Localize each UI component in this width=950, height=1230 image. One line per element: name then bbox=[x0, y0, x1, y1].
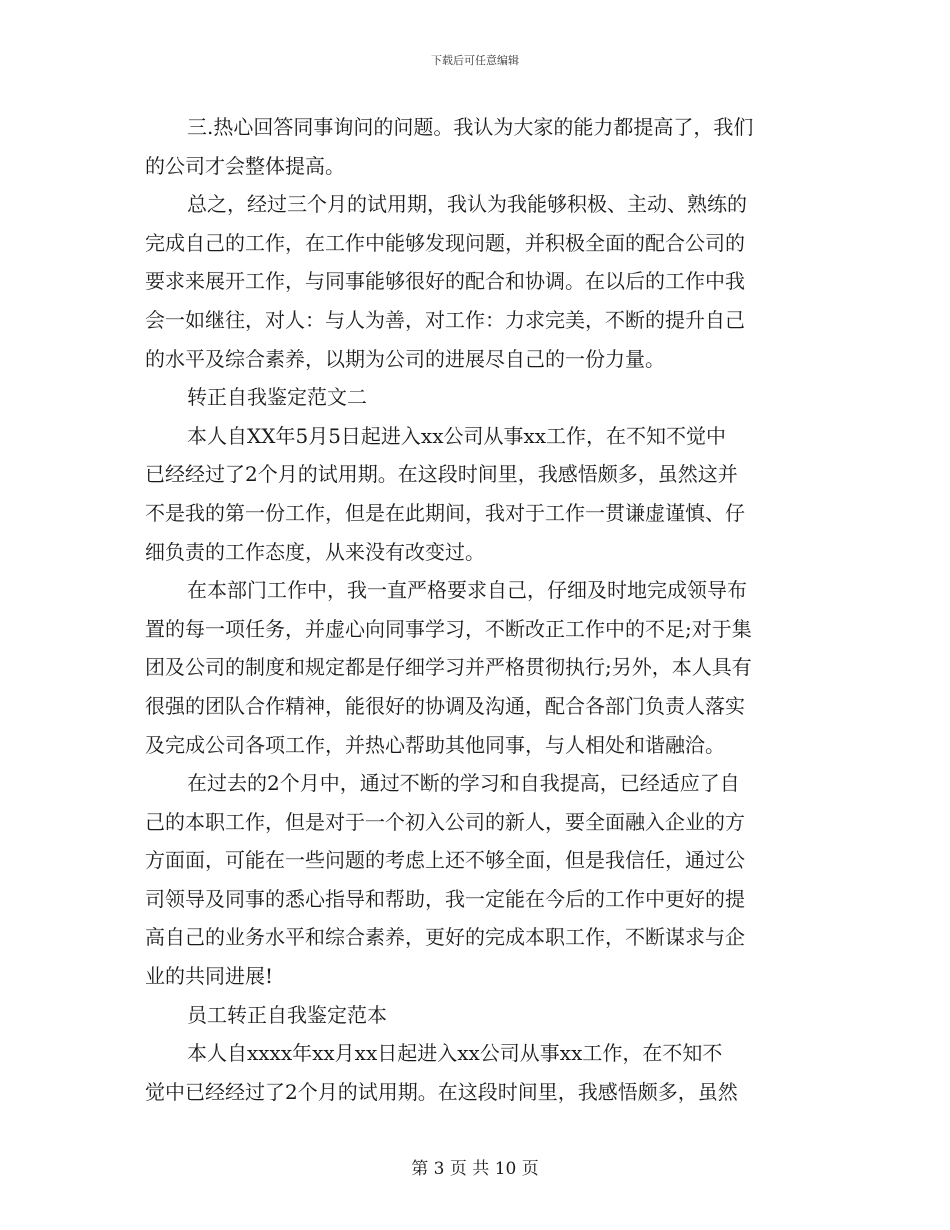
page-footer: 第 3 页 共 10 页 bbox=[411, 1159, 539, 1179]
text-line: 置的每一项任务，并虚心向同事学习，不断改正工作中的不足;对于集 bbox=[145, 616, 752, 641]
text-line: 会一如继往，对人：与人为善，对工作：力求完美，不断的提升自己 bbox=[145, 307, 745, 332]
text-line: 要求来展开工作，与同事能够很好的配合和协调。在以后的工作中我 bbox=[145, 269, 745, 294]
text-line: 本人自xxxx年xx月xx日起进入xx公司从事xx工作，在不知不 bbox=[187, 1041, 723, 1066]
text-line: 方面面，可能在一些问题的考虑上还不够全面，但是我信任，通过公 bbox=[145, 848, 745, 873]
page-header: 下载后可任意编辑 bbox=[431, 54, 519, 67]
text-line: 本人自XX年5月5日起进入xx公司从事xx工作，在不知不觉中 bbox=[187, 423, 727, 448]
text-line: 的水平及综合素养，以期为公司的进展尽自己的一份力量。 bbox=[145, 346, 665, 371]
text-line: 总之，经过三个月的试用期，我认为我能够积极、主动、熟练的 bbox=[187, 192, 747, 217]
text-line: 细负责的工作态度，从来没有改变过。 bbox=[145, 539, 485, 564]
text-line: 业的共同进展! bbox=[145, 964, 274, 989]
text-line: 在过去的2个月中，通过不断的学习和自我提高，已经适应了自 bbox=[187, 771, 740, 796]
document-body bbox=[145, 108, 805, 1111]
text-line: 很强的团队合作精神，能很好的协调及沟通，配合各部门负责人落实 bbox=[145, 693, 745, 718]
text-line: 觉中已经经过了2个月的试用期。在这段时间里，我感悟颇多，虽然 bbox=[145, 1079, 738, 1104]
text-line: 司领导及同事的悉心指导和帮助，我一定能在今后的工作中更好的提 bbox=[145, 886, 745, 911]
text-line: 三.热心回答同事询问的问题。我认为大家的能力都提高了，我们 bbox=[187, 115, 754, 139]
text-line: 转正自我鉴定范文二 bbox=[187, 385, 367, 410]
text-line: 及完成公司各项工作，并热心帮助其他同事，与人相处和谐融洽。 bbox=[145, 732, 725, 757]
text-line: 完成自己的工作，在工作中能够发现问题，并积极全面的配合公司的 bbox=[145, 230, 745, 255]
text-line: 员工转正自我鉴定范本 bbox=[187, 1002, 387, 1027]
text-line: 己的本职工作，但是对于一个初入公司的新人，要全面融入企业的方 bbox=[145, 809, 745, 834]
text-line: 的公司才会整体提高。 bbox=[145, 153, 345, 178]
text-line: 高自己的业务水平和综合素养，更好的完成本职工作，不断谋求与企 bbox=[145, 925, 745, 950]
text-line: 在本部门工作中，我一直严格要求自己，仔细及时地完成领导布 bbox=[187, 578, 747, 603]
text-line: 已经经过了2个月的试用期。在这段时间里，我感悟颇多，虽然这并 bbox=[145, 462, 738, 487]
text-line: 团及公司的制度和规定都是仔细学习并严格贯彻执行;另外，本人具有 bbox=[145, 655, 752, 680]
text-line: 不是我的第一份工作，但是在此期间，我对于工作一贯谦虚谨慎、仔 bbox=[145, 500, 745, 525]
